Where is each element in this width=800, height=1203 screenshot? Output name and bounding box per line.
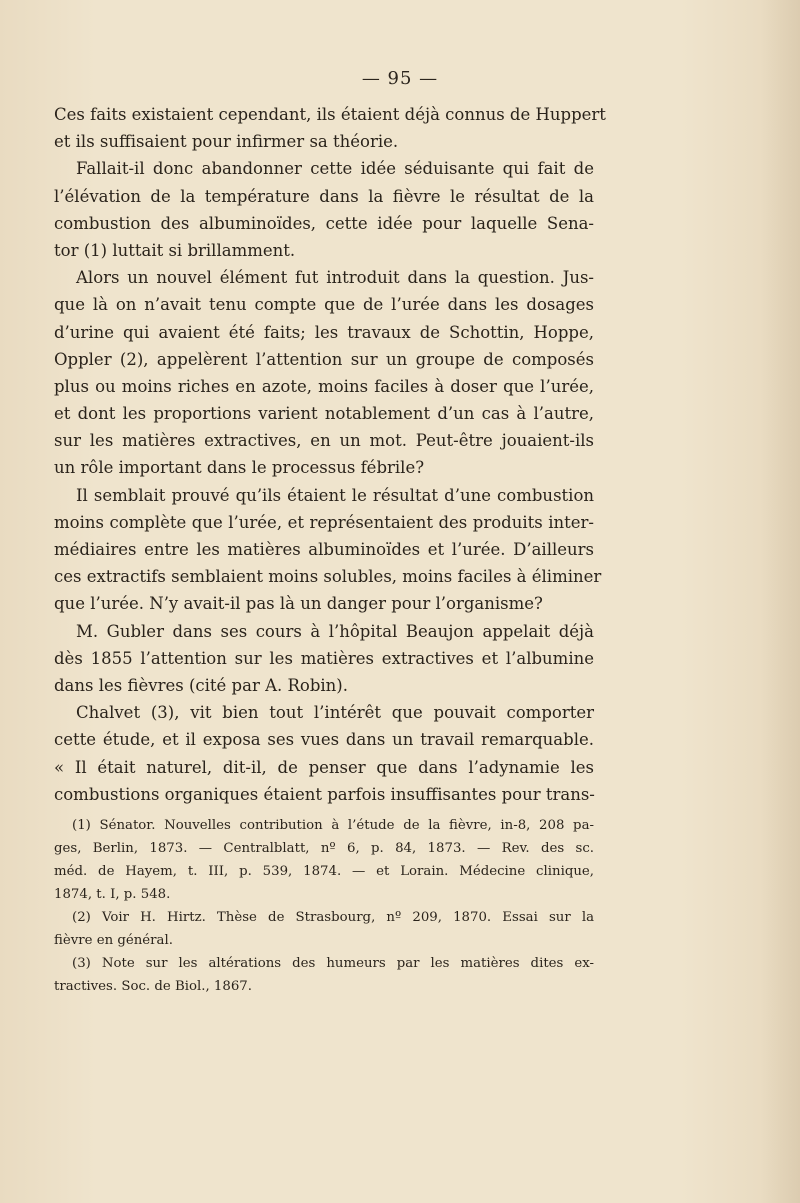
body-text-line: moins complète que l’urée, et représentaient des produits inter- xyxy=(54,512,594,532)
body-text-line: combustions organiques étaient parfois insuffisantes pour trans- xyxy=(54,784,595,804)
body-text-line: Oppler (2), appelèrent l’attention sur un groupe de composés xyxy=(54,349,594,369)
footnote-line: (3) Note sur les altérations des humeurs par les matières dites ex- xyxy=(72,956,594,971)
body-text-line: combustion des albuminoïdes, cette idée pour laquelle Sena- xyxy=(54,213,594,233)
body-text-line: Fallait-il donc abandonner cette idée séduisante qui fait de xyxy=(76,159,594,179)
body-text-line: cette étude, et il exposa ses vues dans un travail remarquable. xyxy=(54,730,594,750)
body-text-line: sur les matières extractives, en un mot. Peut-être jouaient-ils xyxy=(54,431,594,451)
footnote-line: tractives. Soc. de Biol., 1867. xyxy=(54,979,252,994)
footnotes xyxy=(54,814,594,998)
body-text-line: et ils suffisaient pour infirmer sa théorie. xyxy=(54,132,399,152)
body-text-line: « Il était naturel, dit-il, de penser que dans l’adynamie les xyxy=(54,757,594,777)
body-text-line: Il semblait prouvé qu’ils étaient le résultat d’une combustion xyxy=(76,485,594,505)
body-text-line: plus ou moins riches en azote, moins faciles à doser que l’urée, xyxy=(54,376,594,396)
body-text-line: M. Gubler dans ses cours à l’hôpital Beaujon appelait déjà xyxy=(76,621,594,641)
footnote-line: fièvre en général. xyxy=(54,933,173,948)
body-text-line: Ces faits existaient cependant, ils étaient déjà connus de Huppert xyxy=(54,105,606,124)
body-text-line: tor (1) luttait si brillamment. xyxy=(54,240,296,260)
page-number: — 95 — xyxy=(361,68,439,89)
page-edge-shadow xyxy=(760,0,800,1203)
body-text xyxy=(54,101,606,808)
body-text-line: que là on n’avait tenu compte que de l’urée dans les dosages xyxy=(54,295,594,315)
body-text-line: un rôle important dans le processus fébrile? xyxy=(54,458,425,478)
body-text-line: ces extractifs semblaient moins solubles, moins faciles à éliminer xyxy=(54,567,602,587)
body-text-line: d’urine qui avaient été faits; les travaux de Schottin, Hoppe, xyxy=(54,322,594,342)
body-text-line: dès 1855 l’attention sur les matières extractives et l’albumine xyxy=(54,648,594,668)
footnote-line: 1874, t. I, p. 548. xyxy=(54,887,171,902)
footnote-line: (2) Voir H. Hirtz. Thèse de Strasbourg, nº 209, 1870. Essai sur la xyxy=(72,910,594,925)
body-text-line: l’élévation de la température dans la fièvre le résultat de la xyxy=(54,186,594,206)
body-text-line: dans les fièvres (cité par A. Robin). xyxy=(54,675,348,695)
footnote-line: méd. de Hayem, t. III, p. 539, 1874. — et Lorain. Médecine clinique, xyxy=(54,864,594,879)
body-text-line: que l’urée. N’y avait-il pas là un danger pour l’organisme? xyxy=(54,594,543,614)
footnote-line: ges, Berlin, 1873. — Centralblatt, nº 6, p. 84, 1873. — Rev. des sc. xyxy=(54,841,594,856)
body-text-line: Alors un nouvel élément fut introduit dans la question. Jus- xyxy=(76,268,594,288)
footnote-line: (1) Sénator. Nouvelles contribution à l’étude de la fièvre, in-8, 208 pa- xyxy=(72,818,594,833)
body-text-line: Chalvet (3), vit bien tout l’intérêt que pouvait comporter xyxy=(76,703,594,723)
body-text-line: et dont les proportions varient notablement d’un cas à l’autre, xyxy=(54,404,594,424)
body-text-line: médiaires entre les matières albuminoïdes et l’urée. D’ailleurs xyxy=(54,540,594,559)
